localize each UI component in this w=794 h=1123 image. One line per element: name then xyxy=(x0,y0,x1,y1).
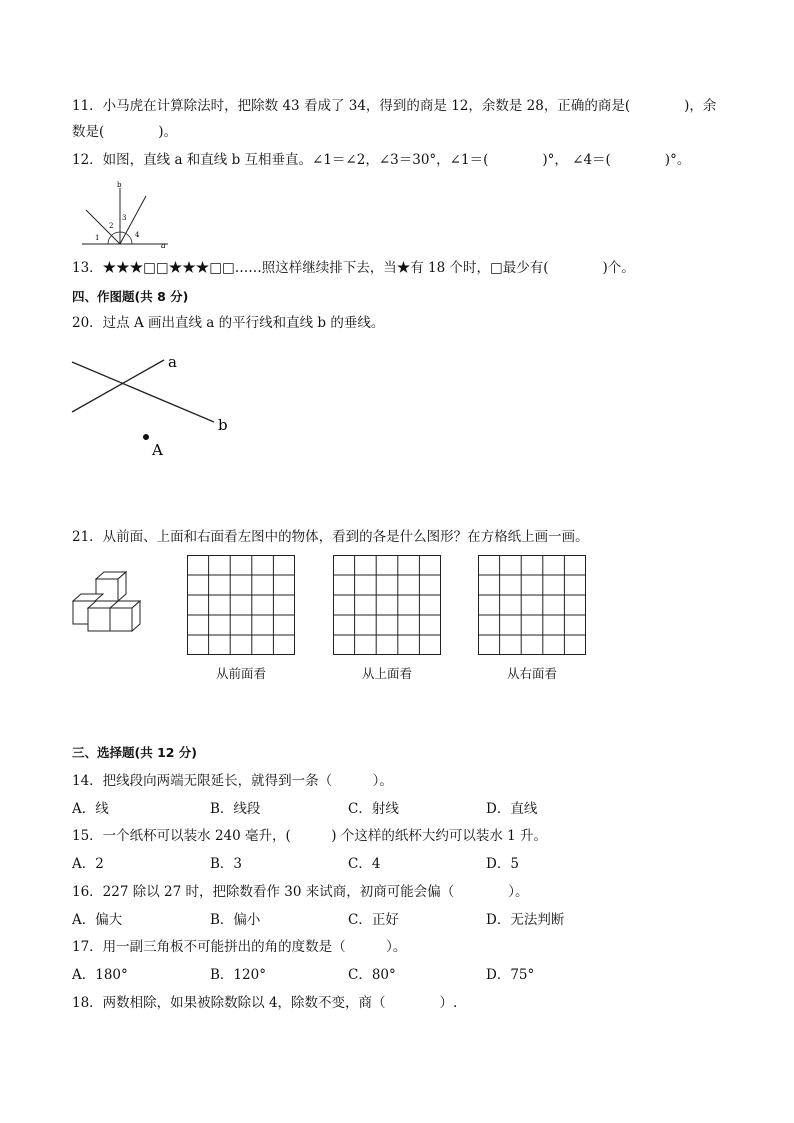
q16-option-d[interactable]: D．无法判断 xyxy=(486,912,565,928)
q15-option-d[interactable]: D．5 xyxy=(486,856,519,872)
q17-text: 17．用一副三角板不可能拼出的角的度数是（ ）。 xyxy=(72,939,407,955)
q12-label-b: b xyxy=(117,181,122,189)
q20-label-b: b xyxy=(218,416,228,434)
q11-text-line1: 11．小马虎在计算除法时，把除数 43 看成了 34，得到的商是 12，余数是 28，正确的商是( )，余 xyxy=(72,98,717,114)
top-view-grid[interactable] xyxy=(333,555,441,655)
section4-title: 四、作图题(共 8 分) xyxy=(72,289,189,304)
q15-option-b[interactable]: B．3 xyxy=(210,856,243,872)
q12-label-a: a xyxy=(161,241,166,250)
right-view-caption: 从右面看 xyxy=(506,666,557,681)
q16-option-c[interactable]: C．正好 xyxy=(348,912,399,928)
q12-angle-figure xyxy=(80,180,180,250)
front-view-caption: 从前面看 xyxy=(215,666,266,681)
q20-text: 20．过点 A 画出直线 a 的平行线和直线 b 的垂线。 xyxy=(72,315,385,331)
q14-option-b[interactable]: B．线段 xyxy=(210,801,261,817)
q17-option-b[interactable]: B．120° xyxy=(210,967,266,983)
q12-label-angle3: 3 xyxy=(122,214,127,222)
q11-text-line2: 数是( )。 xyxy=(72,124,178,140)
q20-label-a: a xyxy=(168,353,177,371)
q13-text: 13．★★★□□★★★□□……照这样继续排下去，当★有 18 个时，□最少有( )个。 xyxy=(72,260,635,276)
q17-option-a[interactable]: A．180° xyxy=(72,967,128,983)
q15-option-a[interactable]: A．2 xyxy=(72,856,104,872)
top-view-caption: 从上面看 xyxy=(361,666,412,681)
q14-option-c[interactable]: C．射线 xyxy=(348,801,399,817)
q18-text: 18．两数相除，如果被除数除以 4，除数不变，商（ ）. xyxy=(72,995,458,1011)
q20-lines-figure xyxy=(70,350,240,465)
q12-label-angle2: 2 xyxy=(109,222,114,230)
q12-label-angle1: 1 xyxy=(95,234,100,242)
q17-option-c[interactable]: C．80° xyxy=(348,967,396,983)
q12-label-angle4: 4 xyxy=(135,231,140,239)
q16-text: 16．227 除以 27 时，把除数看作 30 来试商，初商可能会偏（ ）。 xyxy=(72,884,529,900)
q21-text: 21．从前面、上面和右面看左图中的物体，看到的各是什么图形？在方格纸上画一画。 xyxy=(72,529,589,545)
q14-option-d[interactable]: D．直线 xyxy=(486,801,538,817)
q12-text: 12．如图，直线 a 和直线 b 互相垂直。∠1＝∠2，∠3＝30°，∠1＝( )°， ∠4＝( )°。 xyxy=(72,152,691,168)
front-view-grid[interactable] xyxy=(187,555,295,655)
point-a-dot xyxy=(143,434,149,440)
q17-option-d[interactable]: D．75° xyxy=(486,967,535,983)
q16-option-b[interactable]: B．偏小 xyxy=(210,912,261,928)
q16-option-a[interactable]: A．偏大 xyxy=(72,912,123,928)
q15-option-c[interactable]: C．4 xyxy=(348,856,381,872)
q14-text: 14．把线段向两端无限延长，就得到一条（ ）。 xyxy=(72,773,393,789)
q14-option-a[interactable]: A．线 xyxy=(72,801,109,817)
q20-label-point-a: A xyxy=(152,441,163,459)
section3-title: 三、选择题(共 12 分) xyxy=(72,745,198,760)
q21-cube-figure xyxy=(70,570,150,640)
q15-text: 15．一个纸杯可以装水 240 毫升，( ) 个这样的纸杯大约可以装水 1 升。 xyxy=(72,828,548,844)
right-view-grid[interactable] xyxy=(478,555,586,655)
